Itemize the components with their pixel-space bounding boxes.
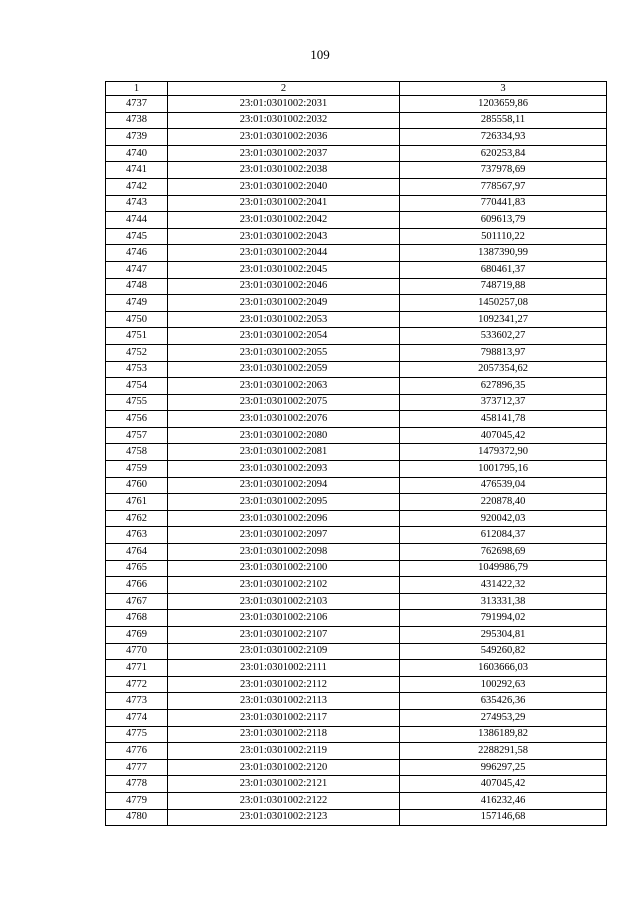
value-cell: 635426,36 — [400, 693, 607, 710]
table-row — [106, 96, 607, 113]
row-number-cell: 4750 — [106, 311, 168, 328]
row-number-cell: 4737 — [106, 96, 168, 113]
table-row — [106, 809, 607, 826]
row-number-cell: 4762 — [106, 510, 168, 527]
cadastral-number-cell: 23:01:0301002:2119 — [168, 743, 400, 760]
table-row — [106, 328, 607, 345]
cadastral-number-cell: 23:01:0301002:2097 — [168, 527, 400, 544]
table-row — [106, 245, 607, 262]
row-number-cell: 4739 — [106, 129, 168, 146]
table-row — [106, 643, 607, 660]
cadastral-number-cell: 23:01:0301002:2038 — [168, 162, 400, 179]
row-number-cell: 4755 — [106, 394, 168, 411]
row-number-cell: 4744 — [106, 212, 168, 229]
cadastral-number-cell: 23:01:0301002:2045 — [168, 261, 400, 278]
table-row — [106, 510, 607, 527]
value-cell: 791994,02 — [400, 610, 607, 627]
row-number-cell: 4758 — [106, 444, 168, 461]
value-cell: 431422,32 — [400, 577, 607, 594]
value-cell: 680461,37 — [400, 261, 607, 278]
row-number-cell: 4738 — [106, 112, 168, 129]
row-number-cell: 4764 — [106, 544, 168, 561]
row-number-cell: 4747 — [106, 261, 168, 278]
value-cell: 770441,83 — [400, 195, 607, 212]
cadastral-number-cell: 23:01:0301002:2044 — [168, 245, 400, 262]
row-number-cell: 4777 — [106, 759, 168, 776]
cadastral-number-cell: 23:01:0301002:2049 — [168, 295, 400, 312]
table-header — [106, 82, 607, 96]
table-row — [106, 693, 607, 710]
cadastral-number-cell: 23:01:0301002:2107 — [168, 627, 400, 644]
cadastral-number-cell: 23:01:0301002:2032 — [168, 112, 400, 129]
value-cell: 295304,81 — [400, 627, 607, 644]
value-cell: 1001795,16 — [400, 461, 607, 478]
row-number-cell: 4751 — [106, 328, 168, 345]
cadastral-number-cell: 23:01:0301002:2111 — [168, 660, 400, 677]
row-number-cell: 4741 — [106, 162, 168, 179]
row-number-cell: 4761 — [106, 494, 168, 511]
table-row — [106, 444, 607, 461]
value-cell: 1049986,79 — [400, 560, 607, 577]
row-number-cell: 4745 — [106, 228, 168, 245]
table-row — [106, 660, 607, 677]
row-number-cell: 4767 — [106, 593, 168, 610]
cadastral-number-cell: 23:01:0301002:2103 — [168, 593, 400, 610]
cadastral-number-cell: 23:01:0301002:2053 — [168, 311, 400, 328]
table-row — [106, 726, 607, 743]
table-row — [106, 709, 607, 726]
row-number-cell: 4765 — [106, 560, 168, 577]
row-number-cell: 4772 — [106, 676, 168, 693]
value-cell: 274953,29 — [400, 709, 607, 726]
row-number-cell: 4770 — [106, 643, 168, 660]
table-row — [106, 145, 607, 162]
table-row — [106, 527, 607, 544]
cadastral-number-cell: 23:01:0301002:2093 — [168, 461, 400, 478]
table-row — [106, 427, 607, 444]
cadastral-number-cell: 23:01:0301002:2054 — [168, 328, 400, 345]
table-row — [106, 577, 607, 594]
table-row — [106, 112, 607, 129]
value-cell: 549260,82 — [400, 643, 607, 660]
value-cell: 1479372,90 — [400, 444, 607, 461]
value-cell: 157146,68 — [400, 809, 607, 826]
cadastral-number-cell: 23:01:0301002:2098 — [168, 544, 400, 561]
cadastral-number-cell: 23:01:0301002:2100 — [168, 560, 400, 577]
value-cell: 313331,38 — [400, 593, 607, 610]
row-number-cell: 4776 — [106, 743, 168, 760]
row-number-cell: 4780 — [106, 809, 168, 826]
table-row — [106, 759, 607, 776]
row-number-cell: 4748 — [106, 278, 168, 295]
table-row — [106, 676, 607, 693]
table-row — [106, 627, 607, 644]
table-row — [106, 361, 607, 378]
data-table — [105, 81, 607, 826]
cadastral-number-cell: 23:01:0301002:2096 — [168, 510, 400, 527]
value-cell: 533602,27 — [400, 328, 607, 345]
table-row — [106, 378, 607, 395]
table-row — [106, 344, 607, 361]
table-row — [106, 212, 607, 229]
cadastral-number-cell: 23:01:0301002:2075 — [168, 394, 400, 411]
table-row — [106, 477, 607, 494]
table-row — [106, 411, 607, 428]
table-row — [106, 195, 607, 212]
row-number-cell: 4760 — [106, 477, 168, 494]
page-number: 109 — [310, 47, 330, 62]
cadastral-number-cell: 23:01:0301002:2059 — [168, 361, 400, 378]
cadastral-number-cell: 23:01:0301002:2120 — [168, 759, 400, 776]
value-cell: 416232,46 — [400, 792, 607, 809]
row-number-cell: 4759 — [106, 461, 168, 478]
row-number-cell: 4775 — [106, 726, 168, 743]
cadastral-number-cell: 23:01:0301002:2080 — [168, 427, 400, 444]
cadastral-number-cell: 23:01:0301002:2042 — [168, 212, 400, 229]
row-number-cell: 4756 — [106, 411, 168, 428]
cadastral-number-cell: 23:01:0301002:2063 — [168, 378, 400, 395]
table-row — [106, 560, 607, 577]
table-row — [106, 129, 607, 146]
table-row — [106, 776, 607, 793]
cadastral-number-cell: 23:01:0301002:2095 — [168, 494, 400, 511]
cadastral-number-cell: 23:01:0301002:2102 — [168, 577, 400, 594]
cadastral-number-cell: 23:01:0301002:2076 — [168, 411, 400, 428]
value-cell: 612084,37 — [400, 527, 607, 544]
value-cell: 476539,04 — [400, 477, 607, 494]
row-number-cell: 4774 — [106, 709, 168, 726]
column-header-1: 1 — [106, 82, 168, 96]
value-cell: 1450257,08 — [400, 295, 607, 312]
row-number-cell: 4754 — [106, 378, 168, 395]
row-number-cell: 4746 — [106, 245, 168, 262]
row-number-cell: 4768 — [106, 610, 168, 627]
cadastral-number-cell: 23:01:0301002:2043 — [168, 228, 400, 245]
cadastral-number-cell: 23:01:0301002:2123 — [168, 809, 400, 826]
table-body — [106, 96, 607, 826]
value-cell: 2057354,62 — [400, 361, 607, 378]
row-number-cell: 4742 — [106, 178, 168, 195]
table-row — [106, 494, 607, 511]
row-number-cell: 4763 — [106, 527, 168, 544]
value-cell: 609613,79 — [400, 212, 607, 229]
cadastral-number-cell: 23:01:0301002:2117 — [168, 709, 400, 726]
cadastral-number-cell: 23:01:0301002:2037 — [168, 145, 400, 162]
value-cell: 373712,37 — [400, 394, 607, 411]
cadastral-number-cell: 23:01:0301002:2036 — [168, 129, 400, 146]
cadastral-number-cell: 23:01:0301002:2041 — [168, 195, 400, 212]
cadastral-number-cell: 23:01:0301002:2081 — [168, 444, 400, 461]
table-row — [106, 162, 607, 179]
table-row — [106, 792, 607, 809]
table-row — [106, 394, 607, 411]
table-row — [106, 278, 607, 295]
value-cell: 920042,03 — [400, 510, 607, 527]
value-cell: 100292,63 — [400, 676, 607, 693]
cadastral-number-cell: 23:01:0301002:2031 — [168, 96, 400, 113]
table-row — [106, 178, 607, 195]
table-row — [106, 228, 607, 245]
cadastral-number-cell: 23:01:0301002:2106 — [168, 610, 400, 627]
header-row — [106, 82, 607, 96]
row-number-cell: 4757 — [106, 427, 168, 444]
row-number-cell: 4778 — [106, 776, 168, 793]
value-cell: 285558,11 — [400, 112, 607, 129]
table-row — [106, 593, 607, 610]
row-number-cell: 4773 — [106, 693, 168, 710]
table-row — [106, 295, 607, 312]
value-cell: 407045,42 — [400, 776, 607, 793]
row-number-cell: 4740 — [106, 145, 168, 162]
cadastral-number-cell: 23:01:0301002:2118 — [168, 726, 400, 743]
row-number-cell: 4753 — [106, 361, 168, 378]
value-cell: 220878,40 — [400, 494, 607, 511]
value-cell: 748719,88 — [400, 278, 607, 295]
cadastral-number-cell: 23:01:0301002:2046 — [168, 278, 400, 295]
table-row — [106, 311, 607, 328]
row-number-cell: 4769 — [106, 627, 168, 644]
row-number-cell: 4771 — [106, 660, 168, 677]
value-cell: 737978,69 — [400, 162, 607, 179]
cadastral-number-cell: 23:01:0301002:2121 — [168, 776, 400, 793]
value-cell: 2288291,58 — [400, 743, 607, 760]
value-cell: 726334,93 — [400, 129, 607, 146]
cadastral-number-cell: 23:01:0301002:2055 — [168, 344, 400, 361]
table-row — [106, 544, 607, 561]
value-cell: 778567,97 — [400, 178, 607, 195]
row-number-cell: 4766 — [106, 577, 168, 594]
cadastral-number-cell: 23:01:0301002:2094 — [168, 477, 400, 494]
value-cell: 1203659,86 — [400, 96, 607, 113]
value-cell: 996297,25 — [400, 759, 607, 776]
row-number-cell: 4749 — [106, 295, 168, 312]
value-cell: 620253,84 — [400, 145, 607, 162]
value-cell: 1092341,27 — [400, 311, 607, 328]
cadastral-number-cell: 23:01:0301002:2122 — [168, 792, 400, 809]
value-cell: 1387390,99 — [400, 245, 607, 262]
column-header-3: 3 — [400, 82, 607, 96]
value-cell: 1603666,03 — [400, 660, 607, 677]
value-cell: 458141,78 — [400, 411, 607, 428]
row-number-cell: 4743 — [106, 195, 168, 212]
value-cell: 407045,42 — [400, 427, 607, 444]
table-row — [106, 610, 607, 627]
table-row — [106, 461, 607, 478]
row-number-cell: 4779 — [106, 792, 168, 809]
value-cell: 501110,22 — [400, 228, 607, 245]
value-cell: 1386189,82 — [400, 726, 607, 743]
value-cell: 762698,69 — [400, 544, 607, 561]
cadastral-number-cell: 23:01:0301002:2109 — [168, 643, 400, 660]
cadastral-number-cell: 23:01:0301002:2113 — [168, 693, 400, 710]
table-row — [106, 261, 607, 278]
column-header-2: 2 — [168, 82, 400, 96]
value-cell: 627896,35 — [400, 378, 607, 395]
table-row — [106, 743, 607, 760]
value-cell: 798813,97 — [400, 344, 607, 361]
cadastral-number-cell: 23:01:0301002:2040 — [168, 178, 400, 195]
row-number-cell: 4752 — [106, 344, 168, 361]
cadastral-number-cell: 23:01:0301002:2112 — [168, 676, 400, 693]
